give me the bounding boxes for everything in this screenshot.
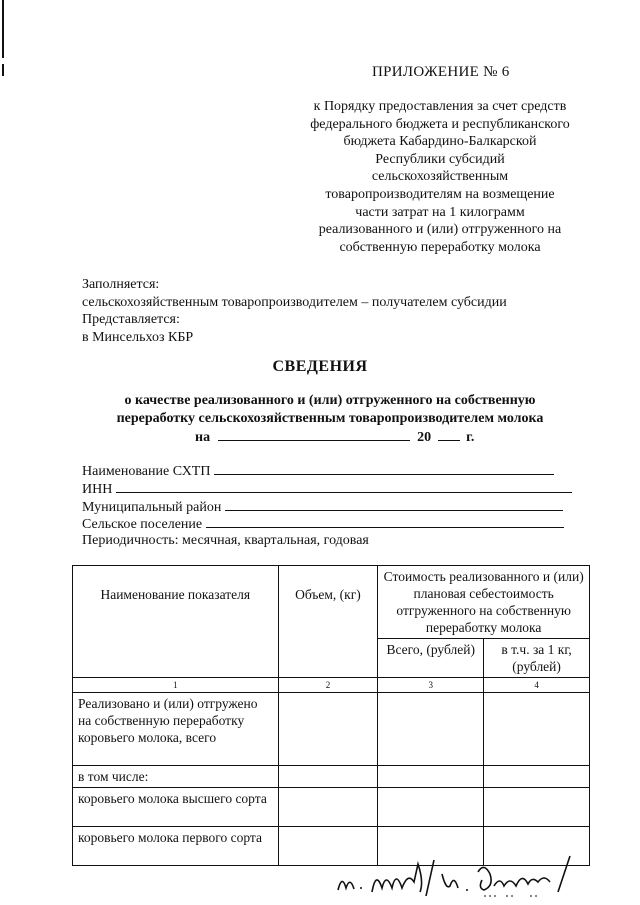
attachment-line: части затрат на 1 килограмм [355, 204, 525, 220]
field-name [82, 462, 554, 480]
column-number: 4 [484, 678, 590, 693]
field-name-blank [214, 462, 554, 475]
attachment-line: собственную переработку молока [339, 239, 541, 255]
field-district-label: Муниципальный район [82, 500, 222, 515]
attachment-title: ПРИЛОЖЕНИЕ № 6 [372, 64, 510, 80]
header-volume: Объем, (кг) [278, 566, 378, 678]
per-kg-cell[interactable] [484, 766, 590, 788]
row-label: в том числе: [73, 766, 279, 788]
field-periodicity-text: Периодичность: месячная, квартальная, годовая [82, 533, 369, 548]
header-indicator: Наименование показателя [73, 566, 279, 678]
table-header-row [73, 566, 590, 639]
attachment-line: Республики субсидий [375, 151, 505, 167]
attachment-line: федерального бюджета и республиканского [310, 116, 570, 132]
field-periodicity [82, 533, 369, 549]
field-district [82, 498, 563, 516]
binding-mark [2, 0, 4, 58]
handwritten-signature [334, 852, 594, 900]
document-subtitle [80, 392, 580, 428]
attachment-line: товаропроизводителям на возмещение [325, 186, 555, 202]
date-blank [218, 428, 410, 441]
subtitle-line: о качестве реализованного и (или) отгруженного на собственную [124, 393, 536, 408]
filled-value: сельскохозяйственным товаропроизводителем – получателем субсидии [82, 294, 507, 310]
attachment-line: бюджета Кабардино-Балкарской [343, 134, 537, 150]
table-row [73, 788, 590, 827]
table-number-row [73, 678, 590, 693]
form-table [72, 565, 590, 866]
submitted-label: Представляется: [82, 312, 180, 328]
date-line [195, 428, 474, 446]
column-number: 2 [278, 678, 378, 693]
attachment-line: реализованного и (или) отгруженного на [318, 222, 562, 238]
attachment-line: к Порядку предоставления за счет средств [313, 99, 567, 114]
header-per-kg: в т.ч. за 1 кг, (рублей) [484, 639, 590, 678]
field-district-blank [225, 498, 563, 511]
submitted-value: в Минсельхоз КБР [82, 329, 194, 345]
field-inn [82, 480, 572, 498]
document-title: СВЕДЕНИЯ [272, 358, 368, 375]
total-cell[interactable] [378, 693, 484, 766]
header-total: Всего, (рублей) [378, 639, 484, 678]
volume-cell[interactable] [278, 788, 378, 827]
binding-mark [2, 64, 4, 76]
row-label: коровьего молока первого сорта [73, 827, 279, 866]
table-row [73, 693, 590, 766]
field-inn-label: ИНН [82, 482, 113, 497]
column-number: 1 [73, 678, 279, 693]
filled-label: Заполняется: [82, 277, 160, 292]
meta-block [82, 276, 507, 346]
per-kg-cell[interactable] [484, 693, 590, 766]
date-suffix: г. [466, 430, 475, 445]
row-label: коровьего молока высшего сорта [73, 788, 279, 827]
field-settlement-blank [206, 515, 564, 528]
subtitle-line: переработку сельскохозяйственным товаропроизводителем молока [116, 410, 544, 426]
attachment-line: сельскохозяйственным [371, 169, 509, 185]
table-row [73, 766, 590, 788]
row-label: Реализовано и (или) отгружено на собственную переработку коровьего молока, всего [73, 693, 279, 766]
attachment-text [290, 98, 590, 256]
field-name-label: Наименование СХТП [82, 464, 211, 479]
total-cell[interactable] [378, 788, 484, 827]
field-settlement-label: Сельское поселение [82, 517, 203, 532]
volume-cell[interactable] [278, 766, 378, 788]
per-kg-cell[interactable] [484, 788, 590, 827]
year-blank [438, 428, 460, 441]
field-settlement [82, 515, 564, 533]
volume-cell[interactable] [278, 693, 378, 766]
date-prefix: на [195, 430, 211, 445]
total-cell[interactable] [378, 766, 484, 788]
column-number: 3 [378, 678, 484, 693]
date-year: 20 [417, 430, 432, 445]
field-inn-blank [116, 480, 572, 493]
header-cost: Стоимость реализованного и (или) плановая себестоимость отгруженного на собственную переработку молока [378, 566, 590, 639]
